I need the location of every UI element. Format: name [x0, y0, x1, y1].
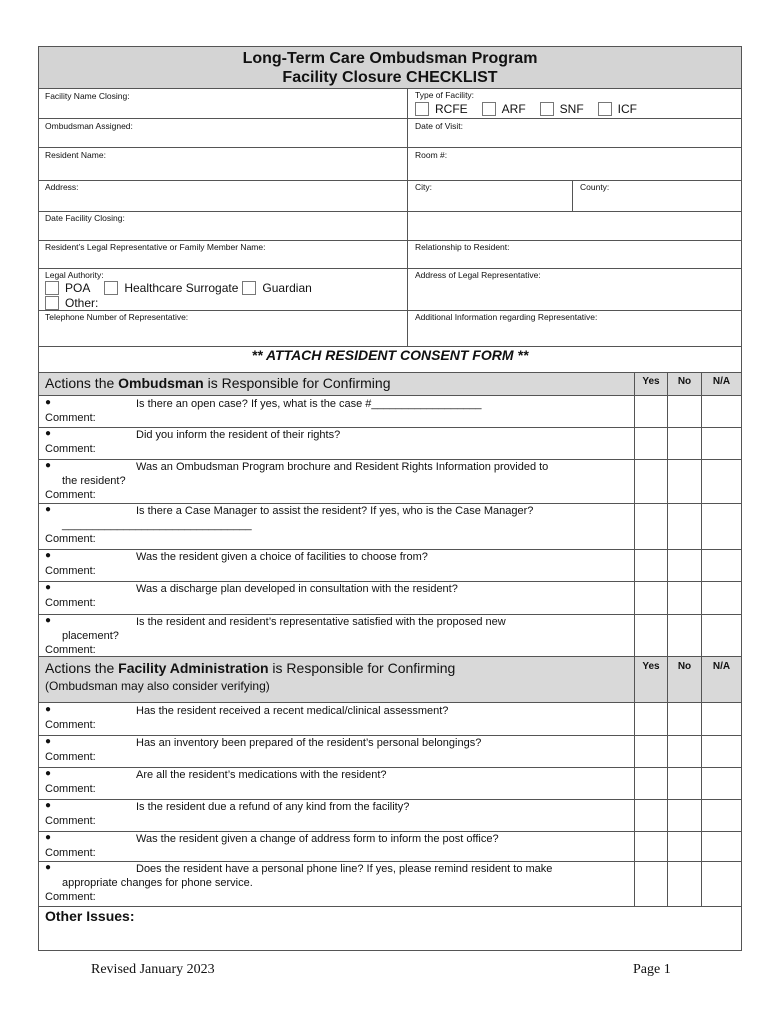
- bullet-icon: ●: [45, 504, 52, 515]
- date-of-visit-label: Date of Visit:: [415, 121, 464, 131]
- question-continuation: _______________________________: [62, 519, 252, 531]
- comment-label: Comment:: [45, 597, 96, 609]
- yes-header-2: Yes: [642, 661, 660, 672]
- checklist-row: [39, 549, 741, 581]
- relationship-label: Relationship to Resident:: [415, 242, 510, 252]
- na-cell[interactable]: [702, 581, 741, 614]
- section1-title: Actions the Ombudsman is Responsible for Confirming: [45, 375, 391, 391]
- na-header-2: N/A: [712, 661, 731, 672]
- no-cell[interactable]: [668, 767, 701, 799]
- address-legal-rep-label: Address of Legal Representative:: [415, 270, 541, 280]
- telephone-label: Telephone Number of Representative:: [45, 312, 189, 322]
- question-text: Was a discharge plan developed in consultation with the resident?: [136, 583, 458, 595]
- checklist-row: [39, 703, 741, 735]
- other-checkbox[interactable]: [45, 296, 59, 310]
- resident-name-label: Resident Name:: [45, 150, 106, 160]
- checklist-row: [39, 396, 741, 427]
- yes-cell[interactable]: [635, 799, 667, 831]
- poa-checkbox[interactable]: [45, 281, 59, 295]
- title-line-2: Facility Closure CHECKLIST: [282, 69, 498, 86]
- checklist-row: [39, 799, 741, 831]
- yes-header: Yes: [642, 376, 660, 387]
- bullet-icon: ●: [45, 736, 52, 747]
- bullet-icon: ●: [45, 615, 52, 626]
- comment-label: Comment:: [45, 565, 96, 577]
- question-text: Are all the resident’s medications with the resident?: [136, 769, 387, 781]
- icf-checkbox[interactable]: [598, 102, 612, 116]
- comment-label: Comment:: [45, 412, 96, 424]
- revised-date: Revised January 2023: [91, 962, 215, 977]
- section2-title: Actions the Facility Administration is Responsible for Confirming: [45, 660, 456, 676]
- no-cell[interactable]: [668, 831, 701, 861]
- question-continuation: appropriate changes for phone service.: [62, 877, 253, 889]
- facility-type-options: [415, 102, 651, 116]
- bullet-icon: ●: [45, 768, 52, 779]
- bullet-icon: ●: [45, 428, 52, 439]
- bullet-icon: ●: [45, 832, 52, 843]
- na-cell[interactable]: [702, 503, 741, 549]
- guardian-label: Guardian: [262, 281, 312, 295]
- snf-label: SNF: [559, 102, 584, 116]
- yes-cell[interactable]: [635, 503, 667, 549]
- comment-label: Comment:: [45, 644, 96, 656]
- comment-label: Comment:: [45, 489, 96, 501]
- bullet-icon: ●: [45, 862, 52, 873]
- consent-notice: ** ATTACH RESIDENT CONSENT FORM **: [251, 347, 529, 363]
- checklist-row: [39, 831, 741, 861]
- question-text: Is the resident due a refund of any kind from the facility?: [136, 801, 410, 813]
- no-cell[interactable]: [668, 614, 701, 656]
- yes-cell[interactable]: [635, 703, 667, 735]
- question-text: Is there a Case Manager to assist the resident? If yes, who is the Case Manager?: [136, 505, 534, 517]
- na-cell[interactable]: [702, 459, 741, 503]
- na-cell[interactable]: [702, 767, 741, 799]
- guardian-checkbox[interactable]: [242, 281, 256, 295]
- question-text: Was an Ombudsman Program brochure and Resident Rights Information provided to: [136, 461, 549, 473]
- na-header: N/A: [712, 376, 731, 387]
- checklist-row: [39, 614, 741, 656]
- question-text: Is the resident and resident’s representative satisfied with the proposed new: [136, 616, 506, 628]
- no-header-2: No: [677, 661, 692, 672]
- legal-rep-label: Resident’s Legal Representative or Family Member Name:: [45, 242, 266, 252]
- comment-label: Comment:: [45, 847, 96, 859]
- other-issues-label: Other Issues:: [45, 908, 135, 924]
- no-cell[interactable]: [668, 581, 701, 614]
- poa-label: POA: [65, 281, 91, 295]
- na-cell[interactable]: [702, 831, 741, 861]
- checklist-row: [39, 861, 741, 906]
- na-cell[interactable]: [702, 861, 741, 906]
- no-cell[interactable]: [668, 799, 701, 831]
- question-text: Has an inventory been prepared of the resident’s personal belongings?: [136, 737, 482, 749]
- question-text: Does the resident have a personal phone line? If yes, please remind resident to make: [136, 863, 553, 875]
- no-header: No: [677, 376, 692, 387]
- na-cell[interactable]: [702, 735, 741, 767]
- section2-subtitle: (Ombudsman may also consider verifying): [45, 679, 270, 693]
- question-text: Was the resident given a choice of facilities to choose from?: [136, 551, 428, 563]
- bullet-icon: ●: [45, 460, 52, 471]
- yes-cell[interactable]: [635, 427, 667, 459]
- no-cell[interactable]: [668, 861, 701, 906]
- arf-checkbox[interactable]: [482, 102, 496, 116]
- icf-label: ICF: [617, 102, 638, 116]
- authority-options: [45, 281, 326, 295]
- additional-info-label: Additional Information regarding Representative:: [415, 312, 598, 322]
- comment-label: Comment:: [45, 719, 96, 731]
- rcfe-checkbox[interactable]: [415, 102, 429, 116]
- yes-cell[interactable]: [635, 581, 667, 614]
- comment-label: Comment:: [45, 783, 96, 795]
- na-cell[interactable]: [702, 549, 741, 581]
- na-cell[interactable]: [702, 799, 741, 831]
- address-label: Address:: [45, 182, 79, 192]
- date-closing-label: Date Facility Closing:: [45, 213, 125, 223]
- page-number: Page 1: [633, 962, 671, 977]
- na-cell[interactable]: [702, 614, 741, 656]
- title-line-1: Long-Term Care Ombudsman Program: [242, 50, 538, 67]
- question-text: Is there an open case? If yes, what is the case #__________________: [136, 398, 482, 410]
- checklist-row: [39, 427, 741, 459]
- question-continuation: placement?: [62, 630, 119, 642]
- checklist-row: [39, 735, 741, 767]
- yes-cell[interactable]: [635, 735, 667, 767]
- arf-label: ARF: [501, 102, 526, 116]
- question-text: Has the resident received a recent medical/clinical assessment?: [136, 705, 449, 717]
- healthcare-surrogate-label: Healthcare Surrogate: [124, 281, 239, 295]
- checklist-row: [39, 767, 741, 799]
- yes-cell[interactable]: [635, 396, 667, 427]
- county-label: County:: [580, 182, 610, 192]
- yes-cell[interactable]: [635, 831, 667, 861]
- room-label: Room #:: [415, 150, 448, 160]
- ombudsman-assigned-label: Ombudsman Assigned:: [45, 121, 133, 131]
- comment-label: Comment:: [45, 891, 96, 903]
- other-authority: [45, 296, 98, 310]
- facility-name-label: Facility Name Closing:: [45, 91, 130, 101]
- comment-label: Comment:: [45, 533, 96, 545]
- bullet-icon: ●: [45, 704, 52, 715]
- healthcare-surrogate-checkbox[interactable]: [104, 281, 118, 295]
- question-text: Did you inform the resident of their rights?: [136, 429, 341, 441]
- checklist-row: [39, 459, 741, 503]
- question-text: Was the resident given a change of address form to inform the post office?: [136, 833, 499, 845]
- rcfe-label: RCFE: [435, 102, 468, 116]
- comment-label: Comment:: [45, 815, 96, 827]
- no-cell[interactable]: [668, 735, 701, 767]
- question-continuation: the resident?: [62, 475, 126, 487]
- form-title: [39, 47, 741, 88]
- yes-cell[interactable]: [635, 549, 667, 581]
- yes-cell[interactable]: [635, 459, 667, 503]
- other-label: Other:: [65, 296, 99, 310]
- comment-label: Comment:: [45, 751, 96, 763]
- city-label: City:: [415, 182, 432, 192]
- no-cell[interactable]: [668, 503, 701, 549]
- no-cell[interactable]: [668, 549, 701, 581]
- bullet-icon: ●: [45, 582, 52, 593]
- yes-cell[interactable]: [635, 614, 667, 656]
- bullet-icon: ●: [45, 550, 52, 561]
- na-cell[interactable]: [702, 703, 741, 735]
- bullet-icon: ●: [45, 397, 52, 408]
- na-cell[interactable]: [702, 396, 741, 427]
- no-cell[interactable]: [668, 459, 701, 503]
- na-cell[interactable]: [702, 427, 741, 459]
- snf-checkbox[interactable]: [540, 102, 554, 116]
- legal-authority-label: Legal Authority:: [45, 270, 104, 280]
- no-cell[interactable]: [668, 396, 701, 427]
- facility-type-label: Type of Facility:: [415, 90, 475, 100]
- checklist-row: [39, 581, 741, 614]
- checklist-form: [38, 46, 742, 951]
- yes-cell[interactable]: [635, 767, 667, 799]
- no-cell[interactable]: [668, 427, 701, 459]
- comment-label: Comment:: [45, 443, 96, 455]
- checklist-row: [39, 503, 741, 549]
- no-cell[interactable]: [668, 703, 701, 735]
- yes-cell[interactable]: [635, 861, 667, 906]
- bullet-icon: ●: [45, 800, 52, 811]
